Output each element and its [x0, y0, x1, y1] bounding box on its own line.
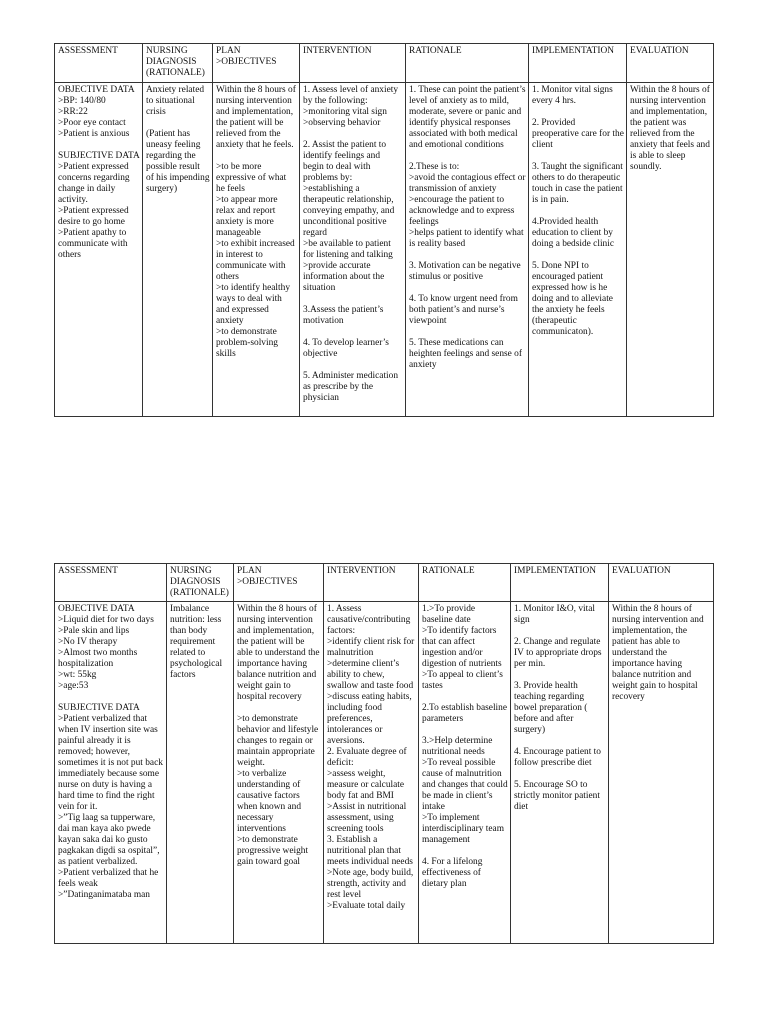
header-rationale: RATIONALE — [406, 44, 529, 83]
implementation-cell: 1. Monitor I&O, vital sign 2. Change and regulate IV to appropriate drops per min. 3. Provide health teaching regarding bowel preparation ( before and after surgery) 4. Encourage patient to follow prescribe diet 5. Encourage SO to strictly monitor patient diet — [511, 602, 609, 944]
intervention-cell: 1. Assess causative/contributing factors: >identify client risk for malnutrition >determine client’s ability to chew, swallow and taste food >discuss eating habits, including food preferences, intolerances or aversions. 2. Evaluate degree of deficit: >assess weight, measure or calculate body fat and BMI >Assist in nutritional assessment, using screening tools 3. Establish a nutritional plan that meets individual needs >Note age, body build, strength, activity and rest level >Evaluate total daily — [324, 602, 419, 944]
header-implementation: IMPLEMENTATION — [529, 44, 627, 83]
header-evaluation: EVALUATION — [627, 44, 714, 83]
header-row — [55, 564, 714, 602]
header-intervention: INTERVENTION — [300, 44, 406, 83]
nursing-diagnosis-cell: Anxiety related to situational crisis (Patient has uneasy feeling regarding the possible result of his impending surgery) — [143, 83, 213, 417]
rationale-cell: 1. These can point the patient’s level of anxiety as to mild, moderate, severe or panic and identify physical responses associated with both medical and emotional conditions 2.These is to: >avoid the contagious effect or transmission of anxiety >encourage the patient to acknowledge and to express feelings >helps patient to identify what is reality based 3. Motivation can be negative stimulus or positive 4. To know urgent need from both patient’s and nurse’s viewpoint 5. These medications can heighten feelings and sense of anxiety — [406, 83, 529, 417]
header-rationale: RATIONALE — [419, 564, 511, 602]
plan-cell: Within the 8 hours of nursing intervention and implementation, the patient will be relieved from the anxiety that he feels. >to be more expressive of what he feels >to appear more relax and report anxiety is more manageable >to exhibit increased in interest to communicate with others >to identify healthy ways to deal with and expressed anxiety >to demonstrate problem-solving skills — [213, 83, 300, 417]
header-nursing-diagnosis: NURSING DIAGNOSIS (RATIONALE) — [167, 564, 234, 602]
evaluation-cell: Within the 8 hours of nursing intervention and implementation, the patient has able to understand the importance having balance nutrition and weight gain to hospital recovery — [609, 602, 714, 944]
intervention-cell: 1. Assess level of anxiety by the following: >monitoring vital sign >observing behavior 2. Assist the patient to identify feelings and begin to deal with problems by: >establishing a therapeutic relationship, conveying empathy, and unconditional positive regard >be available to patient for listening and talking >provide accurate information about the situation 3.Assess the patient’s motivation 4. To develop learner’s objective 5. Administer medication as prescribe by the physician — [300, 83, 406, 417]
evaluation-cell: Within the 8 hours of nursing intervention and implementation, the patient was relieved from the anxiety that feels and is able to sleep soundly. — [627, 83, 714, 417]
rationale-cell: 1.>To provide baseline date >To identify factors that can affect ingestion and/or digestion of nutrients >To appeal to client’s tastes 2.To establish baseline parameters 3.>Help determine nutritional needs >To reveal possible cause of malnutrition and changes that could be made in client’s intake >To implement interdisciplinary team management 4. For a lifelong effectiveness of dietary plan — [419, 602, 511, 944]
header-implementation: IMPLEMENTATION — [511, 564, 609, 602]
header-intervention: INTERVENTION — [324, 564, 419, 602]
nursing-diagnosis-cell: Imbalance nutrition: less than body requirement related to psychological factors — [167, 602, 234, 944]
table-row — [55, 83, 714, 417]
table-row — [55, 602, 714, 944]
header-plan: PLAN >OBJECTIVES — [213, 44, 300, 83]
header-assessment: ASSESSMENT — [55, 564, 167, 602]
assessment-cell: OBJECTIVE DATA >BP: 140/80 >RR:22 >Poor eye contact >Patient is anxious SUBJECTIVE DATA >Patient expressed concerns regarding change in daily activity. >Patient expressed desire to go home >Patient apathy to communicate with others — [55, 83, 143, 417]
plan-cell: Within the 8 hours of nursing intervention and implementation, the patient will be able to understand the importance having balance nutrition and weight gain to hospital recovery >to demonstrate behavior and lifestyle changes to regain or maintain appropriate weight. >to verbalize understanding of causative factors when known and necessary interventions >to demonstrate progressive weight gain toward goal — [234, 602, 324, 944]
header-row — [55, 44, 714, 83]
header-nursing-diagnosis: NURSING DIAGNOSIS (RATIONALE) — [143, 44, 213, 83]
header-assessment: ASSESSMENT — [55, 44, 143, 83]
implementation-cell: 1. Monitor vital signs every 4 hrs. 2. Provided preoperative care for the client 3. Taught the significant others to do therapeutic touch in case the patient is in pain. 4.Provided health education to client by doing a bedside clinic 5. Done NPI to encouraged patient expressed how is he doing and to alleviate the anxiety he feels (therapeutic communicaton). — [529, 83, 627, 417]
header-evaluation: EVALUATION — [609, 564, 714, 602]
care-plan-table-anxiety — [54, 43, 714, 417]
care-plan-table-nutrition — [54, 563, 714, 944]
header-plan: PLAN >OBJECTIVES — [234, 564, 324, 602]
assessment-cell: OBJECTIVE DATA >Liquid diet for two days >Pale skin and lips >No IV therapy >Almost two months hospitalization >wt: 55kg >age:53 SUBJECTIVE DATA >Patient verbalized that when IV insertion site was painful already it is removed; however, sometimes it is not put back immediately because some nurse on duty is having a hard time to find the right vein for it. >”Tig laag sa tupperware, dai man kaya ako pwede kayan saka dai ko gusto pagkakan digdi sa ospital”, as patient verbalized. >Patient verbalized that he feels weak >”Datinganimataba man — [55, 602, 167, 944]
